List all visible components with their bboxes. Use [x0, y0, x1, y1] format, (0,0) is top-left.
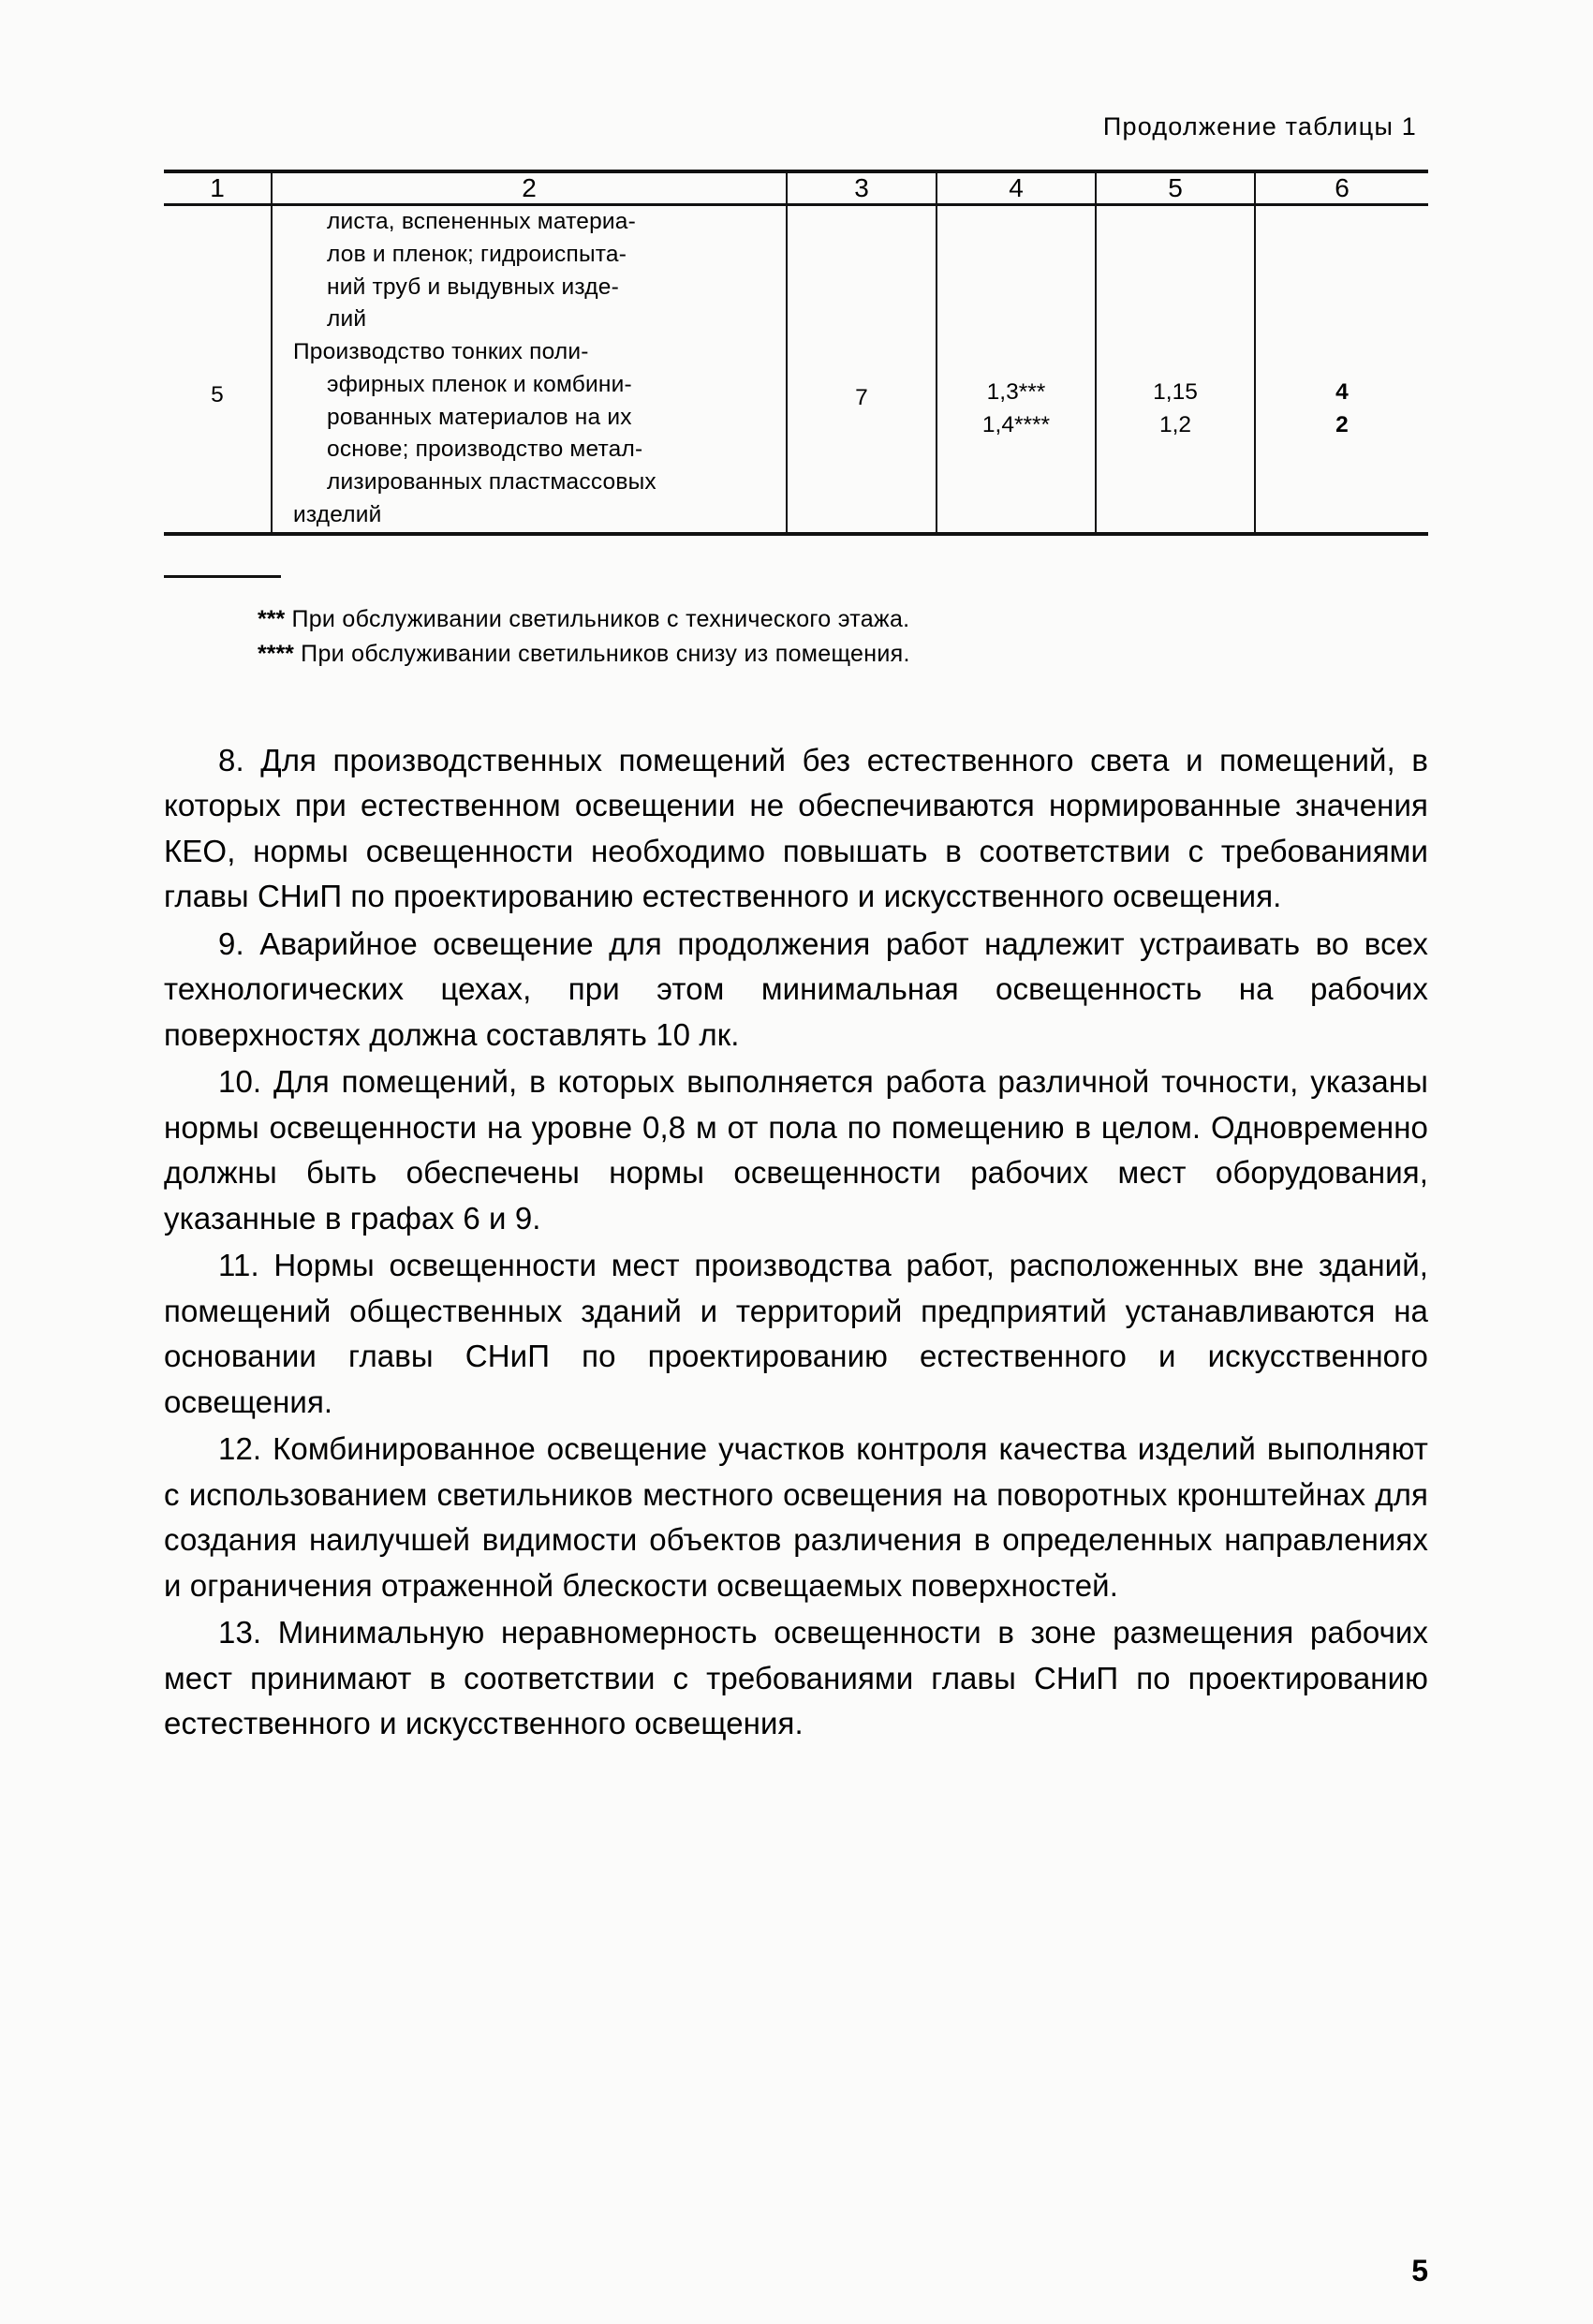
desc-line-6: эфирных пленок и комбини-: [327, 371, 632, 397]
column-header-3: 3: [787, 173, 937, 203]
table-header-row: [164, 173, 1428, 203]
col4-value-1: 1,3***: [986, 379, 1046, 405]
desc-line-10: изделий: [293, 502, 382, 528]
column-header-1: 1: [164, 173, 272, 203]
row-col3-cell: 7: [787, 206, 937, 532]
table-row: [164, 206, 1428, 532]
paragraph-8: 8. Для производственных помещений без естественного света и помещений, в которых при естественном освещении не обеспечиваются нормированные значения КЕО, нормы освещенности необходимо повышать в соответствии с требованиями главы СНиП по проектированию естественного и искусственного освещения.: [164, 742, 1428, 914]
norms-table-wrapper: [164, 170, 1428, 536]
row-col6-cell: [1255, 206, 1428, 532]
norms-table: [164, 173, 1428, 203]
row-col5-cell: [1096, 206, 1255, 532]
desc-line-3: ний труб и выдувных изде-: [327, 274, 619, 300]
body-text-block: [164, 738, 1428, 1747]
desc-line-5: Производство тонких поли-: [293, 339, 589, 365]
column-header-6: 6: [1335, 173, 1350, 202]
paragraph-9: 9. Аварийное освещение для продолжения работ надлежит устраивать во всех технологических цехах, при этом минимальная освещенность на рабочих поверхностях должна составлять 10 лк.: [164, 925, 1428, 1052]
footnote-text: При обслуживании светильников с технического этажа.: [291, 605, 910, 632]
desc-line-7: рованных материалов на их: [327, 404, 632, 430]
col5-value-1: 1,15: [1153, 379, 1198, 405]
footnote-item: [258, 637, 1428, 673]
column-header-4: 4: [937, 173, 1096, 203]
footnote-text: При обслуживании светильников снизу из помещения.: [301, 641, 910, 668]
column-header-2: 2: [272, 173, 787, 203]
footnote-marker: ****: [258, 641, 294, 668]
table-continuation-label: Продолжение таблицы 1: [1102, 112, 1417, 141]
row-col4-cell: [937, 206, 1096, 532]
paragraph-13: 13. Минимальную неравномерность освещенности в зоне размещения рабочих мест принимают в соответствии с требованиями главы СНиП по проектированию естественного и искусственного освещения.: [164, 1615, 1428, 1741]
page-number: 5: [1411, 2254, 1428, 2287]
paragraph-11: 11. Нормы освещенности мест производства работ, расположенных вне зданий, помещений общественных зданий и территорий предприятий устанавливаются на основании главы СНиП по проектированию естественного и искусственного освещения.: [164, 1248, 1428, 1419]
norms-table-body: [164, 206, 1428, 532]
paragraph-10: 10. Для помещений, в которых выполняется работа различной точности, указаны нормы освещенности на уровне 0,8 м от пола по помещению в целом. Одновременно должны быть обеспечены нормы освещенности рабочих мест оборудования, указанные в графах 6 и 9.: [164, 1064, 1428, 1236]
footnote-marker: ***: [258, 605, 286, 632]
col4-value-2: 1,4****: [981, 411, 1051, 437]
col5-value-2: 1,2: [1158, 411, 1192, 437]
row-number-cell: 5: [164, 206, 272, 532]
footnote-item: [258, 602, 1428, 638]
footnote-separator: [164, 575, 281, 578]
col6-value-1: 4: [1335, 379, 1349, 405]
paragraph-12: 12. Комбинированное освещение участков контроля качества изделий выполняют с использованием светильников местного освещения на поворотных кронштейнах для создания наилучшей видимости объектов различения в определенных направлениях и ограничения отраженной блескости освещаемых поверхностей.: [164, 1431, 1428, 1603]
column-header-5: 5: [1096, 173, 1255, 203]
desc-line-9: лизированных пластмассовых: [327, 469, 656, 496]
desc-line-1: листа, вспененных материа-: [327, 209, 636, 234]
footnotes-block: [258, 602, 1428, 673]
desc-line-4: лий: [327, 306, 367, 333]
page-content: [164, 112, 1428, 2287]
table-bottom-rule: [164, 532, 1428, 536]
row-description-cell: [272, 206, 787, 532]
desc-line-8: основе; производство метал-: [327, 437, 643, 463]
col6-value-2: 2: [1335, 411, 1349, 437]
desc-line-2: лов и пленок; гидроиспыта-: [327, 241, 627, 267]
